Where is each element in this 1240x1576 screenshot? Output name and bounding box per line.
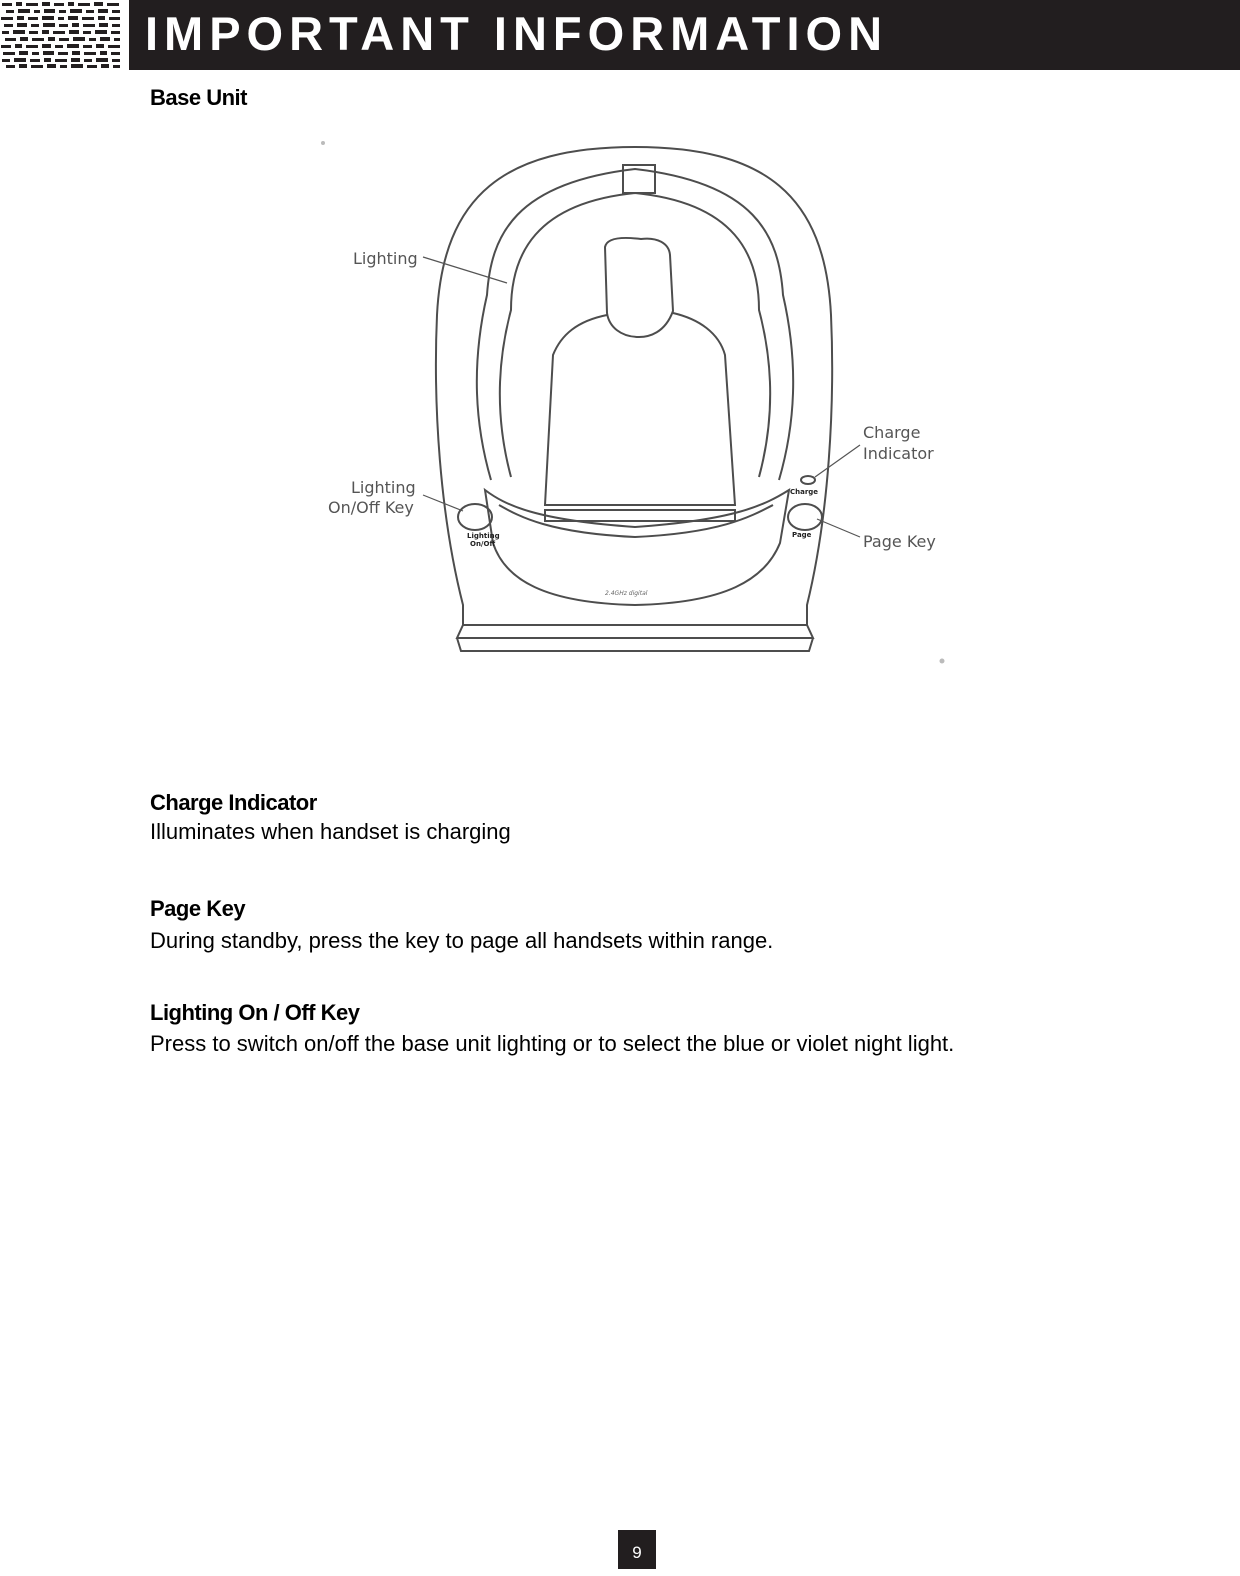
lighting-label: Lighting xyxy=(353,249,418,268)
lighting-key-title: Lighting On / Off Key xyxy=(150,1000,360,1025)
cradle-front-outer xyxy=(485,490,789,605)
page-number: 9 xyxy=(618,1530,656,1569)
lighting-button-text-line1: Lighting xyxy=(467,532,500,540)
charge-indicator-title: Charge Indicator xyxy=(150,790,317,815)
page-key-label: Page Key xyxy=(863,532,936,551)
scan-dot xyxy=(321,141,325,145)
lighting-key-label-line2: On/Off Key xyxy=(328,498,414,517)
charge-indicator-text: Illuminates when handset is charging xyxy=(150,819,511,844)
page-key-text: During standby, press the key to page all handsets within range. xyxy=(150,928,774,953)
page-device-text: Page xyxy=(792,531,812,539)
page-key-button xyxy=(788,504,822,530)
charge-indicator-label-line2: Indicator xyxy=(863,444,934,463)
lighting-button-text-line2: On/Off xyxy=(470,540,496,548)
charge-indicator-pointer xyxy=(815,445,860,477)
brand-text: 2.4GHz digital xyxy=(605,590,648,597)
base-unit-title: Base Unit xyxy=(150,85,247,110)
base-plate xyxy=(457,625,813,638)
page-key-title: Page Key xyxy=(150,896,246,921)
charge-indicator-led xyxy=(801,476,815,484)
lighting-key-label-line1: Lighting xyxy=(351,478,416,497)
base-plate-bottom xyxy=(457,638,813,651)
lighting-ring-outer xyxy=(477,169,793,480)
lighting-pointer xyxy=(423,257,507,283)
lighting-key-text: Press to switch on/off the base unit lighting or to select the blue or violet night light. xyxy=(150,1031,955,1056)
lighting-key-button xyxy=(458,504,492,530)
handset-head xyxy=(605,238,673,337)
base-unit-diagram xyxy=(315,125,955,690)
base-outer-shell xyxy=(436,147,832,625)
header-pattern-logo xyxy=(0,0,122,70)
handset-body xyxy=(545,313,735,505)
charge-device-text: Charge xyxy=(790,488,819,496)
charge-indicator-label-line1: Charge xyxy=(863,423,921,442)
page-title: IMPORTANT INFORMATION xyxy=(145,7,889,60)
header-bar xyxy=(129,0,1240,70)
scan-dot xyxy=(940,659,945,664)
page-key-pointer xyxy=(817,519,860,537)
